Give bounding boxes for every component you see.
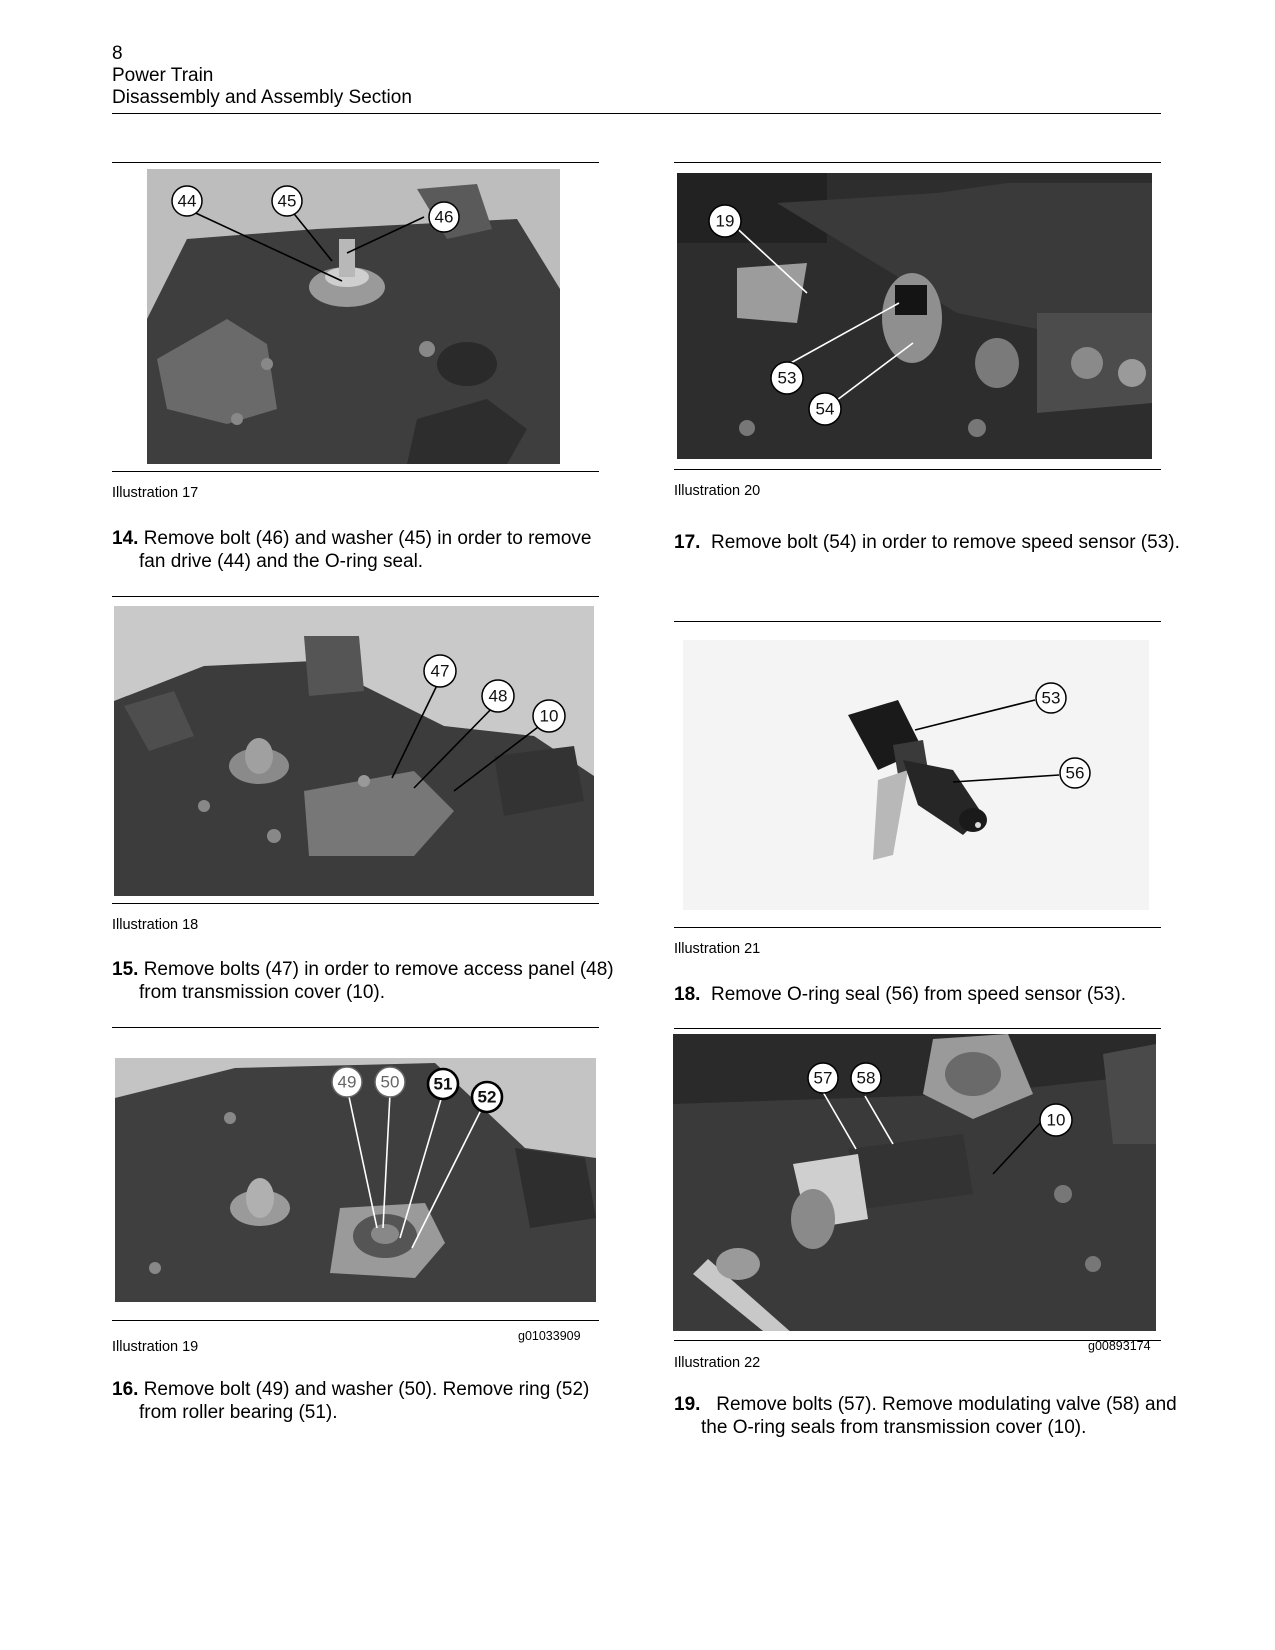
ill19-bottom-rule: [112, 1320, 599, 1321]
step-14-number: 14.: [112, 528, 139, 549]
ill19-top-rule: [112, 1027, 599, 1028]
step-16-text: Remove bolt (49) and washer (50). Remove ring (52) from roller bearing (51).: [139, 1379, 590, 1423]
ill17-callout-45: 45: [277, 191, 297, 211]
step-18-number: 18.: [674, 984, 701, 1005]
step-19-number: 19.: [674, 1394, 701, 1415]
step-14-text: Remove bolt (46) and washer (45) in order to remove fan drive (44) and the O-ring seal.: [139, 528, 592, 572]
illustration-19-photo: [115, 1058, 596, 1302]
ill18-callout-47: 47: [430, 661, 450, 681]
ill20-caption: Illustration 20: [674, 483, 761, 499]
ill18-callout-10: 10: [539, 706, 559, 726]
ill21-bottom-rule: [674, 927, 1161, 928]
ill20-callout-54: 54: [815, 399, 835, 419]
ill19-caption: Illustration 19: [112, 1339, 199, 1355]
ill20-callout-53: 53: [777, 368, 797, 388]
illustration-20-photo: [677, 173, 1152, 459]
ill22-caption: Illustration 22: [674, 1355, 761, 1371]
ill19-callout-52: 52: [477, 1087, 497, 1107]
step-17: [674, 531, 1191, 554]
illustration-17-photo: [147, 169, 560, 464]
step-18-text: Remove O-ring seal (56) from speed sensor (53).: [710, 984, 1126, 1005]
step-15-number: 15.: [112, 959, 139, 980]
ill22-callout-58: 58: [856, 1068, 876, 1088]
step-16: [112, 1378, 619, 1424]
ill20-callout-19: 19: [715, 211, 735, 231]
ill19-callout-51: 51: [433, 1074, 453, 1094]
ill18-bottom-rule: [112, 903, 599, 904]
ill19-graphic-id: g01033909: [518, 1329, 581, 1343]
step-15-text: Remove bolts (47) in order to remove access panel (48) from transmission cover (10).: [139, 959, 614, 1003]
step-19: [674, 1393, 1191, 1439]
illustration-18-photo: [114, 606, 594, 896]
ill21-top-rule: [674, 621, 1161, 622]
step-17-number: 17.: [674, 532, 701, 553]
ill17-callout-44: 44: [177, 191, 197, 211]
ill17-callout-46: 46: [434, 207, 454, 227]
page-number: 8: [112, 43, 123, 64]
ill21-callout-53: 53: [1041, 688, 1061, 708]
ill18-caption: Illustration 18: [112, 917, 199, 933]
ill18-callout-48: 48: [488, 686, 508, 706]
step-16-number: 16.: [112, 1379, 139, 1400]
section-title: Disassembly and Assembly Section: [112, 87, 412, 108]
ill17-bottom-rule: [112, 471, 599, 472]
header-rule: [112, 113, 1161, 114]
ill20-bottom-rule: [674, 469, 1161, 470]
ill21-callout-56: 56: [1065, 763, 1085, 783]
ill22-callout-57: 57: [813, 1068, 833, 1088]
ill22-top-rule: [674, 1028, 1161, 1029]
illustration-22-photo: [673, 1034, 1156, 1331]
step-18: [674, 983, 1201, 1006]
ill20-top-rule: [674, 162, 1161, 163]
step-15: [112, 958, 619, 1004]
document-title: Power Train: [112, 65, 214, 86]
ill19-callout-50: 50: [380, 1072, 400, 1092]
ill21-caption: Illustration 21: [674, 941, 761, 957]
ill17-top-rule: [112, 162, 599, 163]
illustration-21-photo: [683, 640, 1149, 910]
step-17-text: Remove bolt (54) in order to remove speed sensor (53).: [710, 532, 1180, 553]
ill22-callout-10: 10: [1046, 1110, 1066, 1130]
step-14: [112, 527, 619, 573]
ill18-top-rule: [112, 596, 599, 597]
step-19-text: Remove bolts (57). Remove modulating valve (58) and the O-ring seals from transmission cover (10).: [701, 1394, 1177, 1438]
ill22-graphic-id: g00893174: [1088, 1339, 1151, 1353]
ill19-callout-49: 49: [337, 1072, 357, 1092]
ill17-caption: Illustration 17: [112, 485, 199, 501]
